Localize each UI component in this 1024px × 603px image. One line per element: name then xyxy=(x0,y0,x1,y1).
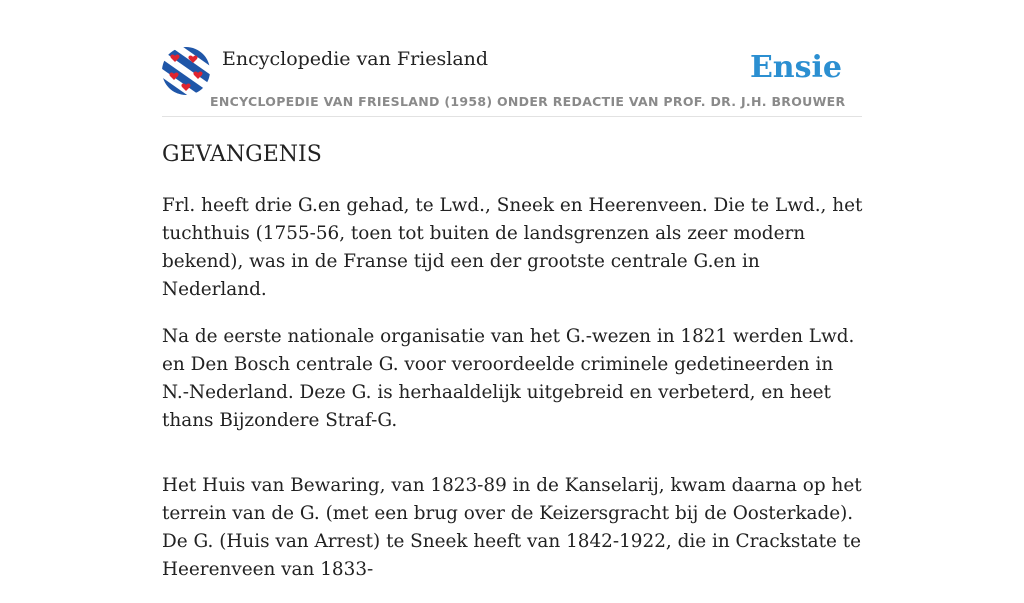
article-paragraph-2: Na de eerste nationale organisatie van het G.-wezen in 1821 werden Lwd. en Den Bosch centrale G. voor veroordeelde criminele gedetineerden in N.-Nederland. Deze G. is herhaaldelijk uitgebreid en verbeterd, en heet thans Bijzondere Straf-G. xyxy=(162,326,855,431)
site-title[interactable]: Encyclopedie van Friesland xyxy=(222,48,489,70)
site-header xyxy=(162,44,862,117)
ensie-brand-logo[interactable]: Ensie xyxy=(749,50,842,85)
article xyxy=(162,138,864,603)
article-paragraph-3: Het Huis van Bewaring, van 1823-89 in de Kanselarij, kwam daarna op het terrein van de G. (met een brug over de Keizersgracht bij de Oosterkade). De G. (Huis van Arrest) te Sneek heeft van 1842-1922, die in Crackstate te Heerenveen van 1833- xyxy=(162,475,862,580)
friesland-flag-logo-icon[interactable] xyxy=(162,47,210,95)
article-paragraph-1: Frl. heeft drie G.en gehad, te Lwd., Sneek en Heerenveen. Die te Lwd., het tuchthuis (1755-56, toen tot buiten de landsgrenzen als zeer modern bekend), was in de Franse tijd een der grootste centrale G.en in Nederland. xyxy=(162,195,863,300)
site-subtitle: ENCYCLOPEDIE VAN FRIESLAND (1958) ONDER REDACTIE VAN PROF. DR. J.H. BROUWER xyxy=(210,94,846,109)
article-title: GEVANGENIS xyxy=(162,142,322,167)
